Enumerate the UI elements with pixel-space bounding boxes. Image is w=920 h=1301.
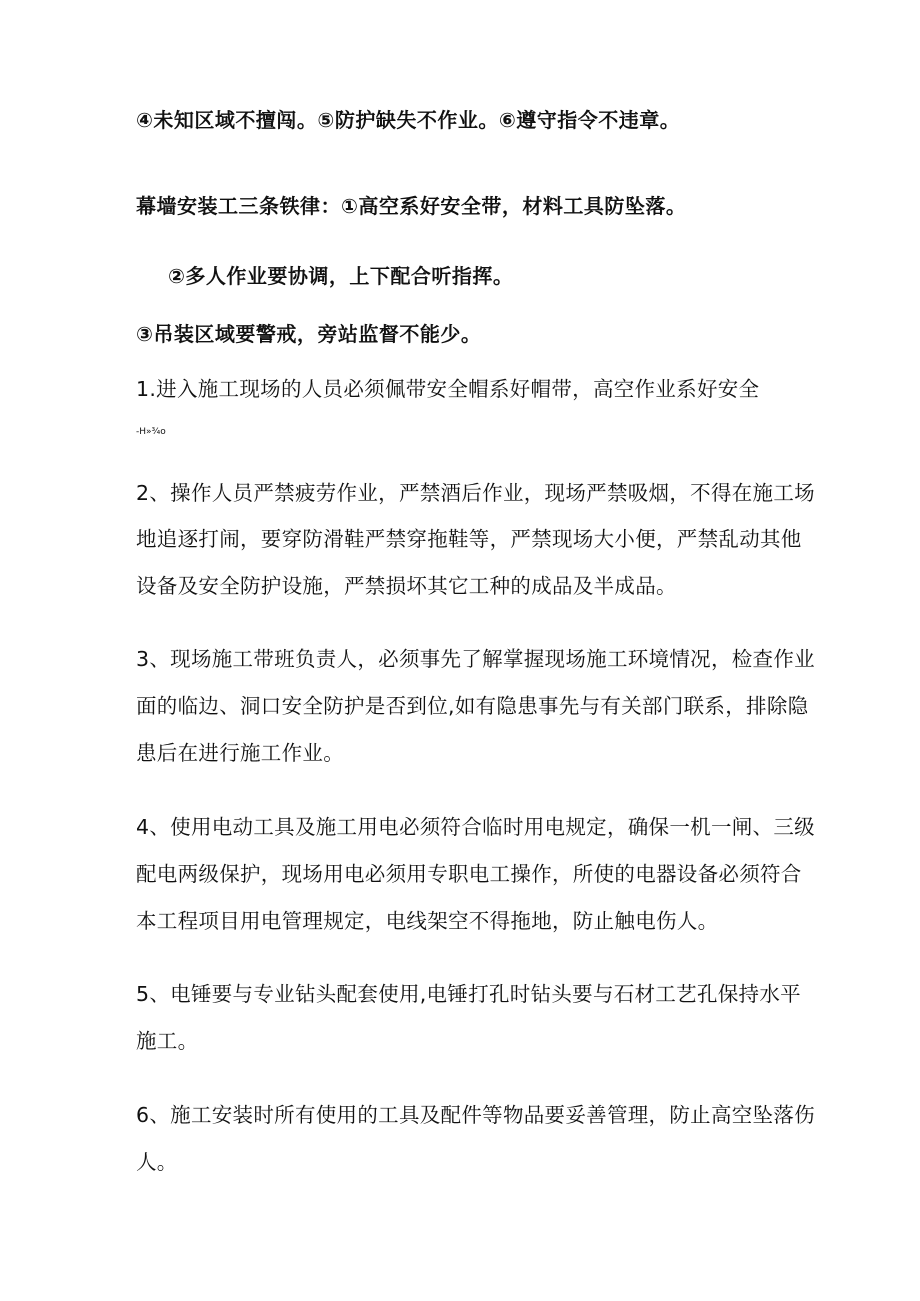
curtain-wall-rule-2: ②多人作业要协调，上下配合听指挥。	[168, 264, 514, 288]
curtain-wall-rules-title: 幕墙安装工三条铁律：①高空系好安全带，材料工具防坠落。	[136, 194, 687, 218]
item-5-line-2: 施工。	[136, 1029, 199, 1053]
item-4-line-1: 4、使用电动工具及施工用电必须符合临时用电规定，确保一机一闸、三级	[136, 815, 815, 839]
item-1-line-1: 1.进入施工现场的人员必须佩带安全帽系好帽带，高空作业系好安全	[136, 377, 760, 401]
item-5-line-1: 5、电锤要与专业钻头配套使用,电锤打孔时钻头要与石材工艺孔保持水平	[136, 982, 801, 1006]
item-3-line-1: 3、现场施工带班负责人，必须事先了解掌握现场施工环境情况，检查作业	[136, 647, 815, 671]
item-4-line-3: 本工程项目用电管理规定，电线架空不得拖地，防止触电伤人。	[136, 909, 719, 933]
item-2-line-1: 2、操作人员严禁疲劳作业，严禁酒后作业，现场严禁吸烟，不得在施工场	[136, 481, 815, 505]
item-6-line-1: 6、施工安装时所有使用的工具及配件等物品要妥善管理，防止高空坠落伤	[136, 1103, 815, 1127]
item-3-line-3: 患后在进行施工作业。	[136, 741, 344, 765]
item-6-line-2: 人。	[136, 1150, 178, 1174]
curtain-wall-rule-3: ③吊装区域要警戒，旁站监督不能少。	[136, 322, 482, 346]
item-2-line-3: 设备及安全防护设施，严禁损坏其它工种的成品及半成品。	[136, 574, 677, 598]
item-4-line-2: 配电两级保护，现场用电必须用专职电工操作，所使的电器设备必须符合	[136, 862, 802, 886]
item-2-line-2: 地追逐打闹，要穿防滑鞋严禁穿拖鞋等，严禁现场大小便，严禁乱动其他	[136, 527, 802, 551]
item-1-line-2: -H»³⁄₄o	[136, 427, 166, 437]
item-3-line-2: 面的临边、洞口安全防护是否到位,如有隐患事先与有关部门联系，排除隐	[136, 694, 809, 718]
rules-line-4-6: ④未知区域不擅闯。⑤防护缺失不作业。⑥遵守指令不违章。	[136, 108, 681, 132]
